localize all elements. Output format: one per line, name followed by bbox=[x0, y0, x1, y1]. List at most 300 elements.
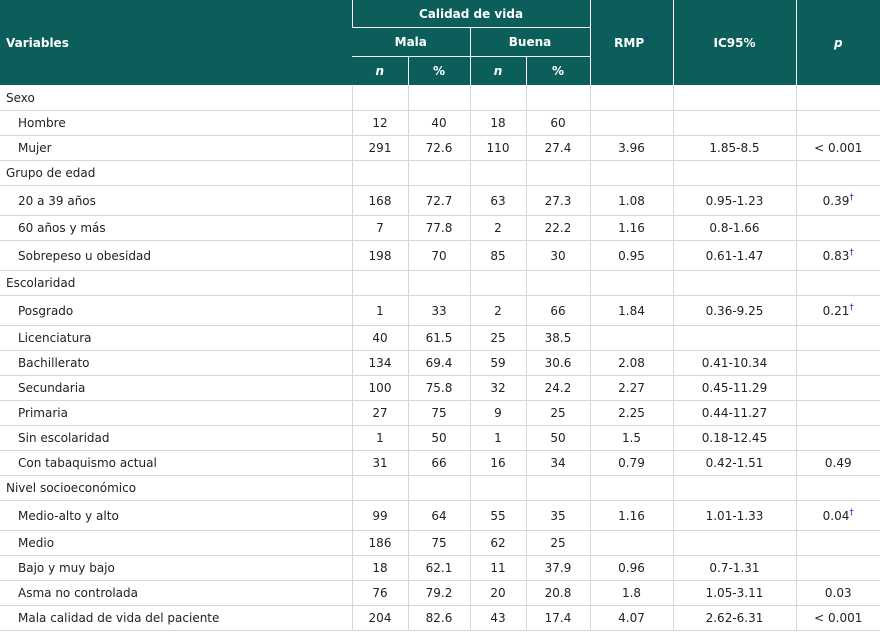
cell-buena-n bbox=[470, 241, 526, 271]
cell-buena-pct bbox=[526, 376, 590, 401]
cell-value: 0.03 bbox=[824, 586, 852, 600]
cell-value: 11 bbox=[490, 561, 506, 575]
cell-value: 85 bbox=[490, 248, 506, 263]
cell-mala-n bbox=[352, 531, 408, 556]
cell-buena-pct bbox=[526, 581, 590, 606]
cell-mala-n bbox=[352, 501, 408, 531]
group-label: Sexo bbox=[0, 86, 352, 111]
cell-buena-n bbox=[470, 401, 526, 426]
cell-value: 27.3 bbox=[544, 193, 572, 208]
table-row bbox=[0, 531, 880, 556]
cell-rmp bbox=[590, 426, 673, 451]
cell-value: 16 bbox=[490, 456, 506, 470]
cell-buena-pct bbox=[526, 161, 590, 186]
cell-rmp bbox=[590, 581, 673, 606]
table-row bbox=[0, 186, 880, 216]
cell-buena-n bbox=[470, 501, 526, 531]
rmp-footnote-mark: * bbox=[644, 35, 649, 45]
cell-value: 66 bbox=[550, 303, 566, 318]
cell-value: 25 bbox=[550, 406, 566, 420]
cell-value: 20 bbox=[490, 586, 506, 600]
variable-label: 20 a 39 años bbox=[0, 186, 352, 216]
cell-value: 79.2 bbox=[425, 586, 453, 600]
cell-mala-pct bbox=[408, 326, 470, 351]
cell-mala-n bbox=[352, 581, 408, 606]
dagger-footnote-mark: † bbox=[849, 248, 854, 258]
cell-p bbox=[796, 111, 880, 136]
header-mala-pct: % bbox=[408, 57, 470, 86]
cell-buena-pct bbox=[526, 271, 590, 296]
cell-value: 134 bbox=[368, 356, 392, 370]
cell-ic95 bbox=[673, 501, 796, 531]
cell-buena-n bbox=[470, 426, 526, 451]
cell-mala-n bbox=[352, 476, 408, 501]
cell-value: 0.41-10.34 bbox=[701, 356, 768, 370]
cell-ic95 bbox=[673, 401, 796, 426]
cell-mala-pct bbox=[408, 451, 470, 476]
cell-mala-n bbox=[352, 326, 408, 351]
cell-value: 61.5 bbox=[425, 331, 453, 345]
cell-buena-pct bbox=[526, 351, 590, 376]
cell-value: 43 bbox=[490, 611, 506, 625]
cell-value: 204 bbox=[368, 611, 392, 625]
table-row bbox=[0, 241, 880, 271]
cell-value: 7 bbox=[376, 221, 384, 235]
cell-p bbox=[796, 581, 880, 606]
cell-mala-pct bbox=[408, 531, 470, 556]
cell-value: 9 bbox=[494, 406, 502, 420]
cell-p bbox=[796, 501, 880, 531]
table-row bbox=[0, 326, 880, 351]
cell-mala-pct bbox=[408, 296, 470, 326]
cell-value: 34 bbox=[550, 456, 566, 470]
cell-mala-pct bbox=[408, 581, 470, 606]
cell-rmp bbox=[590, 531, 673, 556]
cell-value: 25 bbox=[490, 331, 506, 345]
cell-value: 37.9 bbox=[544, 561, 572, 575]
cell-value: 77.8 bbox=[425, 221, 453, 235]
cell-ic95 bbox=[673, 426, 796, 451]
cell-value: 38.5 bbox=[544, 331, 572, 345]
cell-ic95 bbox=[673, 451, 796, 476]
cell-value: 40 bbox=[431, 116, 447, 130]
cell-value: 0.36-9.25 bbox=[705, 303, 764, 318]
cell-value: 1.05-3.11 bbox=[705, 586, 764, 600]
cell-p bbox=[796, 296, 880, 326]
cell-value: 2.62-6.31 bbox=[705, 611, 764, 625]
table-header bbox=[0, 0, 880, 86]
cell-value: 50 bbox=[550, 431, 566, 445]
cell-mala-pct bbox=[408, 111, 470, 136]
cell-value: 27.4 bbox=[544, 141, 572, 155]
cell-value: 0.44-11.27 bbox=[701, 406, 768, 420]
cell-value: 0.21 bbox=[822, 304, 850, 318]
table-row bbox=[0, 111, 880, 136]
cell-value: 100 bbox=[368, 381, 392, 395]
cell-buena-n bbox=[470, 326, 526, 351]
cell-value: 110 bbox=[486, 141, 510, 155]
cell-buena-pct bbox=[526, 556, 590, 581]
cell-value: 0.79 bbox=[618, 456, 645, 470]
cell-p bbox=[796, 161, 880, 186]
cell-rmp bbox=[590, 351, 673, 376]
group-row bbox=[0, 271, 880, 296]
cell-buena-n bbox=[470, 376, 526, 401]
cell-value: 0.18-12.45 bbox=[701, 431, 768, 445]
cell-value: 31 bbox=[372, 456, 388, 470]
cell-buena-pct bbox=[526, 326, 590, 351]
cell-mala-n bbox=[352, 376, 408, 401]
cell-ic95 bbox=[673, 241, 796, 271]
cell-rmp bbox=[590, 86, 673, 111]
cell-ic95 bbox=[673, 531, 796, 556]
cell-ic95 bbox=[673, 216, 796, 241]
variable-label: Bajo y muy bajo bbox=[0, 556, 352, 581]
cell-value: 1.84 bbox=[618, 303, 645, 318]
table-row bbox=[0, 451, 880, 476]
table-row bbox=[0, 556, 880, 581]
cell-p bbox=[796, 476, 880, 501]
cell-value: 2 bbox=[494, 303, 502, 318]
cell-value: 0.61-1.47 bbox=[705, 248, 764, 263]
variable-label: Bachillerato bbox=[0, 351, 352, 376]
cell-value: 66 bbox=[431, 456, 447, 470]
cell-value: 0.7-1.31 bbox=[709, 561, 760, 575]
table-body bbox=[0, 86, 880, 631]
cell-rmp bbox=[590, 136, 673, 161]
cell-mala-n bbox=[352, 136, 408, 161]
cell-value: 1.16 bbox=[618, 221, 645, 235]
cell-value: 18 bbox=[490, 116, 506, 130]
cell-rmp bbox=[590, 271, 673, 296]
cell-ic95 bbox=[673, 271, 796, 296]
cell-value: 198 bbox=[368, 248, 392, 263]
cell-value: 72.6 bbox=[425, 141, 453, 155]
cell-rmp bbox=[590, 376, 673, 401]
cell-value: 30 bbox=[550, 248, 566, 263]
cell-ic95 bbox=[673, 161, 796, 186]
cell-mala-n bbox=[352, 556, 408, 581]
cell-rmp bbox=[590, 326, 673, 351]
cell-ic95 bbox=[673, 186, 796, 216]
cell-p bbox=[796, 401, 880, 426]
variable-label: Mala calidad de vida del paciente bbox=[0, 606, 352, 631]
cell-value: 168 bbox=[368, 193, 392, 208]
cell-mala-n bbox=[352, 161, 408, 186]
variable-label: Sobrepeso u obesidad bbox=[0, 241, 352, 271]
cell-ic95 bbox=[673, 111, 796, 136]
cell-value: 0.95 bbox=[618, 248, 645, 263]
cell-mala-pct bbox=[408, 351, 470, 376]
table-row bbox=[0, 351, 880, 376]
cell-buena-n bbox=[470, 186, 526, 216]
table-row bbox=[0, 216, 880, 241]
cell-value: 27 bbox=[372, 406, 388, 420]
cell-rmp bbox=[590, 606, 673, 631]
header-rmp: RMP* bbox=[590, 0, 673, 86]
cell-value: 82.6 bbox=[425, 611, 453, 625]
cell-buena-pct bbox=[526, 606, 590, 631]
cell-rmp bbox=[590, 186, 673, 216]
cell-value: 186 bbox=[368, 536, 392, 550]
cell-ic95 bbox=[673, 556, 796, 581]
cell-buena-n bbox=[470, 111, 526, 136]
cell-p bbox=[796, 606, 880, 631]
cell-value: 33 bbox=[431, 303, 447, 318]
cell-buena-pct bbox=[526, 241, 590, 271]
variable-label: 60 años y más bbox=[0, 216, 352, 241]
cell-value: 20.8 bbox=[544, 586, 572, 600]
header-buena-pct: % bbox=[526, 57, 590, 86]
cell-buena-n bbox=[470, 531, 526, 556]
cell-ic95 bbox=[673, 606, 796, 631]
cell-rmp bbox=[590, 296, 673, 326]
header-buena: Buena bbox=[470, 28, 590, 57]
cell-mala-pct bbox=[408, 426, 470, 451]
cell-mala-pct bbox=[408, 271, 470, 296]
cell-value: 12 bbox=[372, 116, 388, 130]
cell-mala-n bbox=[352, 271, 408, 296]
cell-value: 1 bbox=[376, 431, 384, 445]
variable-label: Asma no controlada bbox=[0, 581, 352, 606]
cell-value: 0.49 bbox=[824, 456, 852, 470]
cell-value: 59 bbox=[490, 356, 506, 370]
cell-mala-pct bbox=[408, 376, 470, 401]
header-mala-n: n bbox=[352, 57, 408, 86]
variable-label: Primaria bbox=[0, 401, 352, 426]
cell-value: 25 bbox=[550, 536, 566, 550]
cell-value: 1.8 bbox=[621, 586, 642, 600]
cell-value: 2.08 bbox=[618, 356, 645, 370]
cell-value: 1.08 bbox=[618, 193, 645, 208]
group-label: Grupo de edad bbox=[0, 161, 352, 186]
variable-label: Medio bbox=[0, 531, 352, 556]
cell-value: 22.2 bbox=[544, 221, 572, 235]
group-row bbox=[0, 86, 880, 111]
cell-buena-n bbox=[470, 271, 526, 296]
cell-ic95 bbox=[673, 351, 796, 376]
table-row bbox=[0, 136, 880, 161]
cell-value: 0.04 bbox=[822, 509, 850, 523]
header-p: p bbox=[796, 0, 880, 86]
cell-p bbox=[796, 556, 880, 581]
cell-buena-pct bbox=[526, 86, 590, 111]
cell-value: 75 bbox=[431, 406, 447, 420]
group-label: Escolaridad bbox=[0, 271, 352, 296]
cell-value: 0.8-1.66 bbox=[709, 221, 760, 235]
cell-value: 32 bbox=[490, 381, 506, 395]
cell-buena-pct bbox=[526, 401, 590, 426]
cell-mala-n bbox=[352, 351, 408, 376]
cell-mala-n bbox=[352, 606, 408, 631]
table-row bbox=[0, 606, 880, 631]
variable-label: Con tabaquismo actual bbox=[0, 451, 352, 476]
cell-ic95 bbox=[673, 86, 796, 111]
cell-ic95 bbox=[673, 376, 796, 401]
header-mala: Mala bbox=[352, 28, 470, 57]
cell-value: 0.45-11.29 bbox=[701, 381, 768, 395]
cell-rmp bbox=[590, 216, 673, 241]
cell-mala-pct bbox=[408, 241, 470, 271]
cell-rmp bbox=[590, 476, 673, 501]
cell-value: 62 bbox=[490, 536, 506, 550]
table-row bbox=[0, 296, 880, 326]
cell-p bbox=[796, 186, 880, 216]
cell-mala-n bbox=[352, 451, 408, 476]
cell-value: 72.7 bbox=[425, 193, 453, 208]
cell-buena-pct bbox=[526, 426, 590, 451]
cell-buena-pct bbox=[526, 476, 590, 501]
header-ic95: IC95% bbox=[673, 0, 796, 86]
cell-rmp bbox=[590, 556, 673, 581]
cell-buena-pct bbox=[526, 111, 590, 136]
cell-mala-n bbox=[352, 401, 408, 426]
cell-value: 63 bbox=[490, 193, 506, 208]
cell-buena-pct bbox=[526, 296, 590, 326]
cell-ic95 bbox=[673, 581, 796, 606]
cell-mala-n bbox=[352, 296, 408, 326]
cell-value: 0.96 bbox=[618, 561, 645, 575]
cell-mala-n bbox=[352, 216, 408, 241]
cell-value: 2 bbox=[494, 221, 502, 235]
cell-p bbox=[796, 216, 880, 241]
cell-ic95 bbox=[673, 296, 796, 326]
cell-value: 24.2 bbox=[544, 381, 572, 395]
cell-buena-n bbox=[470, 451, 526, 476]
cell-mala-pct bbox=[408, 136, 470, 161]
cell-value: 35 bbox=[550, 508, 566, 523]
cell-mala-pct bbox=[408, 86, 470, 111]
variable-label: Secundaria bbox=[0, 376, 352, 401]
cell-mala-n bbox=[352, 426, 408, 451]
cell-value: 0.83 bbox=[822, 249, 850, 263]
cell-value: 1.16 bbox=[618, 508, 645, 523]
cell-value: 1 bbox=[376, 303, 384, 318]
cell-value: 99 bbox=[372, 508, 388, 523]
cell-value: 1.01-1.33 bbox=[705, 508, 764, 523]
table-row bbox=[0, 401, 880, 426]
cell-value: 0.39 bbox=[822, 194, 850, 208]
cell-value: 2.27 bbox=[618, 381, 645, 395]
cell-p bbox=[796, 136, 880, 161]
header-variables: Variables bbox=[0, 0, 352, 86]
cell-buena-n bbox=[470, 86, 526, 111]
variable-label: Mujer bbox=[0, 136, 352, 161]
cell-buena-pct bbox=[526, 136, 590, 161]
table-row bbox=[0, 426, 880, 451]
cell-buena-n bbox=[470, 476, 526, 501]
group-row bbox=[0, 476, 880, 501]
cell-value: 70 bbox=[431, 248, 447, 263]
cell-buena-pct bbox=[526, 186, 590, 216]
cell-value: 1 bbox=[494, 431, 502, 445]
cell-value: 1.85-8.5 bbox=[709, 141, 760, 155]
cell-buena-n bbox=[470, 556, 526, 581]
cell-value: 64 bbox=[431, 508, 447, 523]
cell-p bbox=[796, 86, 880, 111]
dagger-footnote-mark: † bbox=[849, 193, 854, 203]
cell-p bbox=[796, 326, 880, 351]
cell-buena-n bbox=[470, 296, 526, 326]
cell-value: 291 bbox=[368, 141, 392, 155]
cell-p bbox=[796, 451, 880, 476]
variable-label: Medio-alto y alto bbox=[0, 501, 352, 531]
table-row bbox=[0, 581, 880, 606]
cell-buena-pct bbox=[526, 216, 590, 241]
cell-value: 76 bbox=[372, 586, 388, 600]
cell-buena-n bbox=[470, 136, 526, 161]
cell-p bbox=[796, 241, 880, 271]
cell-mala-n bbox=[352, 241, 408, 271]
variable-label: Licenciatura bbox=[0, 326, 352, 351]
cell-buena-pct bbox=[526, 501, 590, 531]
cell-rmp bbox=[590, 501, 673, 531]
cell-value: 1.5 bbox=[621, 431, 642, 445]
cell-rmp bbox=[590, 161, 673, 186]
cell-ic95 bbox=[673, 136, 796, 161]
cell-value: 62.1 bbox=[425, 561, 453, 575]
cell-ic95 bbox=[673, 326, 796, 351]
cell-rmp bbox=[590, 401, 673, 426]
group-row bbox=[0, 161, 880, 186]
cell-mala-n bbox=[352, 111, 408, 136]
cell-buena-pct bbox=[526, 451, 590, 476]
cell-mala-pct bbox=[408, 401, 470, 426]
cell-rmp bbox=[590, 451, 673, 476]
cell-ic95 bbox=[673, 476, 796, 501]
cell-mala-pct bbox=[408, 476, 470, 501]
cell-value: 18 bbox=[372, 561, 388, 575]
cell-p bbox=[796, 531, 880, 556]
cell-value: 50 bbox=[431, 431, 447, 445]
cell-value: 55 bbox=[490, 508, 506, 523]
dagger-footnote-mark: † bbox=[849, 508, 854, 518]
cell-buena-pct bbox=[526, 531, 590, 556]
cell-buena-n bbox=[470, 351, 526, 376]
cell-buena-n bbox=[470, 606, 526, 631]
cell-mala-pct bbox=[408, 216, 470, 241]
cell-mala-pct bbox=[408, 186, 470, 216]
cell-p bbox=[796, 376, 880, 401]
cell-value: 75.8 bbox=[425, 381, 453, 395]
cell-value: 17.4 bbox=[544, 611, 572, 625]
cell-rmp bbox=[590, 111, 673, 136]
cell-buena-n bbox=[470, 161, 526, 186]
cell-buena-n bbox=[470, 216, 526, 241]
cell-p bbox=[796, 271, 880, 296]
cell-mala-n bbox=[352, 86, 408, 111]
cell-mala-pct bbox=[408, 606, 470, 631]
table-row bbox=[0, 376, 880, 401]
cell-value: 4.07 bbox=[618, 611, 645, 625]
cell-value: 75 bbox=[431, 536, 447, 550]
cell-p bbox=[796, 426, 880, 451]
header-calidad-de-vida: Calidad de vida bbox=[352, 0, 590, 28]
group-label: Nivel socioeconómico bbox=[0, 476, 352, 501]
cell-rmp bbox=[590, 241, 673, 271]
cell-value: 0.95-1.23 bbox=[705, 193, 764, 208]
cell-value: 30.6 bbox=[544, 356, 572, 370]
cell-value: 3.96 bbox=[618, 141, 645, 155]
cell-buena-n bbox=[470, 581, 526, 606]
cell-mala-pct bbox=[408, 501, 470, 531]
cell-mala-pct bbox=[408, 161, 470, 186]
variable-label: Sin escolaridad bbox=[0, 426, 352, 451]
cell-p bbox=[796, 351, 880, 376]
cell-value: 69.4 bbox=[425, 356, 453, 370]
cell-value: < 0.001 bbox=[814, 611, 863, 625]
dagger-footnote-mark: † bbox=[849, 303, 854, 313]
